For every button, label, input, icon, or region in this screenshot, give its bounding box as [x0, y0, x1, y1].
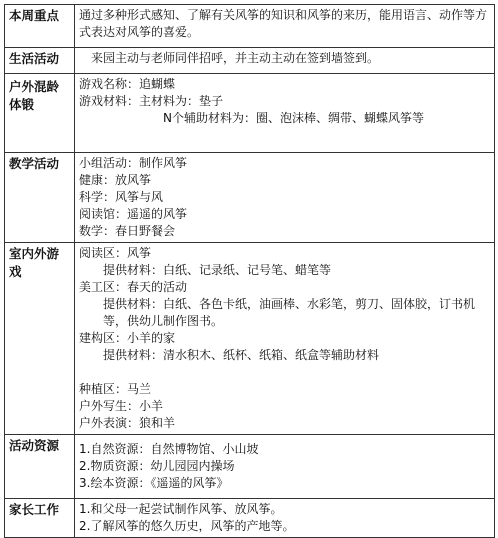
row-label-life: 生活活动 [5, 48, 75, 74]
outdoor-line: N个辅助材料为：圈、泡沫棒、绸带、蝴蝶风筝等 [163, 111, 424, 125]
table-row-parents [5, 499, 495, 538]
table-row-life [5, 48, 495, 74]
games-line: 美工区：春天的活动 [79, 280, 188, 294]
teaching-line: 阅读馆：遥遥的风筝 [79, 207, 188, 221]
games-line: 种植区：马兰 [79, 382, 152, 396]
row-content-games [75, 243, 495, 435]
parents-line: 2.了解风筝的悠久历史，风筝的产地等。 [79, 519, 295, 533]
games-line: 户外表演：狼和羊 [79, 416, 176, 430]
row-label-parents: 家长工作 [5, 499, 75, 538]
games-line: 提供材料：白纸、记录纸、记号笔、蜡笔等 [103, 263, 332, 277]
outdoor-line: 游戏材料：主材料为：垫子 [79, 94, 224, 108]
table-row-teaching [5, 153, 495, 243]
row-content-life [75, 48, 495, 74]
row-label-focus: 本周重点 [5, 5, 75, 48]
resources-line: 1.自然资源：自然博物馆、小山坡 [79, 442, 259, 456]
row-content-teaching [75, 153, 495, 243]
games-line: 提供材料：清水积木、纸杯、纸箱、纸盒等辅助材料 [103, 348, 380, 362]
life-text: 来园主动与老师同伴招呼，并主动主动在签到墙签到。 [91, 51, 380, 65]
games-line: 阅读区：风筝 [79, 246, 152, 260]
games-blank-line [79, 364, 490, 381]
teaching-line: 小组活动：制作风筝 [79, 156, 188, 170]
games-line: 户外写生：小羊 [79, 399, 164, 413]
row-label-resources: 活动资源 [5, 435, 75, 499]
row-label-games: 室内外游戏 [5, 243, 75, 435]
table-row-outdoor [5, 74, 495, 153]
row-content-focus [75, 5, 495, 48]
games-line: 建构区：小羊的家 [79, 331, 176, 345]
focus-text: 通过多种形式感知、了解有关风筝的知识和风筝的来历，能用语言、动作等方式表达对风筝的喜爱。 [79, 8, 488, 39]
table-row-resources [5, 435, 495, 499]
teaching-line: 数学：春日野餐会 [79, 224, 176, 238]
teaching-line: 科学：风筝与风 [79, 190, 164, 204]
weekly-plan-table [4, 4, 495, 538]
row-content-resources [75, 435, 495, 499]
table-row-games [5, 243, 495, 435]
teaching-line: 健康：放风筝 [79, 173, 152, 187]
row-label-teaching: 教学活动 [5, 153, 75, 243]
parents-line: 1.和父母一起尝试制作风筝、放风筝。 [79, 502, 283, 516]
row-content-parents [75, 499, 495, 538]
resources-line: 2.物质资源：幼儿园园内操场 [79, 459, 235, 473]
outdoor-line: 游戏名称：追蝴蝶 [79, 77, 176, 91]
resources-line: 3.绘本资源：《遥遥的风筝》 [79, 476, 229, 490]
row-label-outdoor: 户外混龄体锻 [5, 74, 75, 153]
row-content-outdoor [75, 74, 495, 153]
table-row-focus [5, 5, 495, 48]
games-line: 提供材料：白纸、各色卡纸，油画棒、水彩笔，剪刀、固体胶，订书机等，供幼儿制作图书。 [103, 297, 476, 328]
